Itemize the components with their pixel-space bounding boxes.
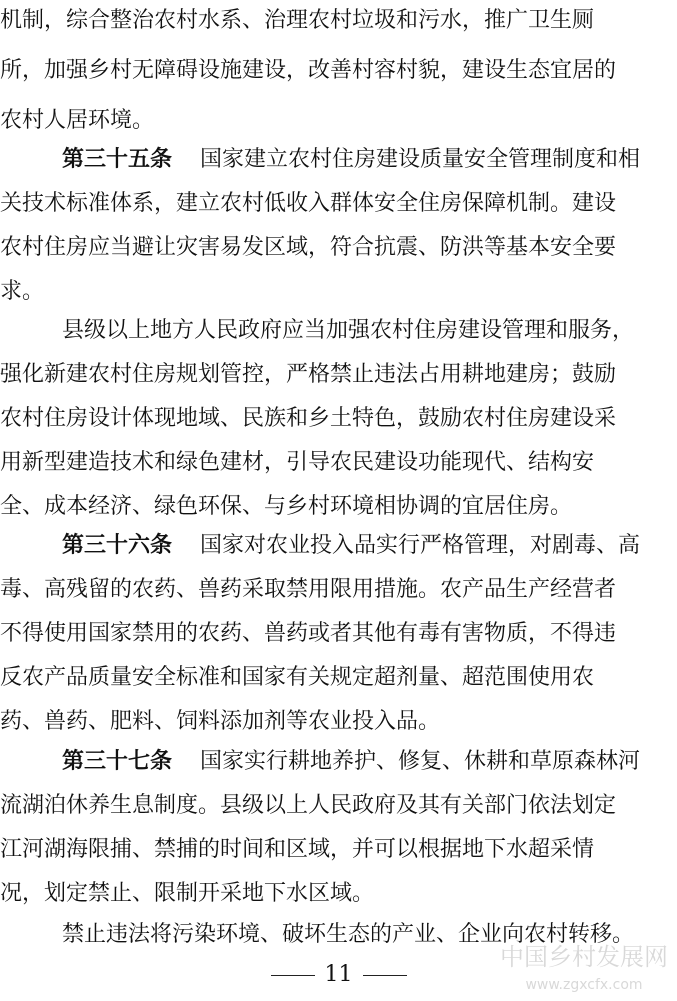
article-35-heading-line (62, 140, 677, 180)
text-line: 农村住房应当避让灾害易发区域，符合抗震、防洪等基本安全要 (0, 235, 617, 260)
text-line: 江河湖海限捕、禁捕的时间和区域，并可以根据地下水超采情 (0, 837, 595, 862)
text-line: 禁止违法将污染环境、破坏生态的产业、企业向农村转移。 (62, 922, 635, 947)
text-line: 反农产品质量安全标准和国家有关规定超剂量、超范围使用农 (0, 665, 595, 690)
text-line: 不得使用国家禁用的农药、兽药或者其他有毒有害物质，不得违 (0, 621, 617, 646)
article-35-number: 第三十五条 (62, 147, 173, 172)
article-35-text: 国家建立农村住房建设质量安全管理制度和相 (200, 147, 641, 172)
text-line: 农村住房设计体现地域、民族和乡土特色，鼓励农村住房建设采 (0, 406, 617, 431)
text-line: 毒、高残留的农药、兽药采取禁用限用措施。农产品生产经营者 (0, 577, 617, 602)
footer-dash-left (271, 975, 315, 976)
text-line: 强化新建农村住房规划管控，严格禁止违法占用耕地建房；鼓励 (0, 362, 617, 387)
article-36-number: 第三十六条 (62, 533, 173, 558)
article-36-text: 国家对农业投入品实行严格管理，对剧毒、高 (200, 533, 641, 558)
text-line: 药、兽药、肥料、饲料添加剂等农业投入品。 (0, 709, 441, 734)
text-line: 所，加强乡村无障碍设施建设，改善村容村貌，建设生态宜居的 (0, 58, 617, 83)
article-37-text: 国家实行耕地养护、修复、休耕和草原森林河 (200, 749, 641, 774)
article-37-number: 第三十七条 (62, 749, 173, 774)
article-37-heading-line (62, 742, 677, 782)
text-line: 农村人居环境。 (0, 108, 155, 133)
text-line: 机制，综合整治农村水系、治理农村垃圾和污水，推广卫生厕 (0, 8, 595, 33)
page-number: 11 (324, 962, 353, 987)
watermark-logo (499, 937, 669, 997)
text-line: 县级以上地方人民政府应当加强农村住房建设管理和服务， (62, 318, 635, 343)
text-line: 流湖泊休养生息制度。县级以上人民政府及其有关部门依法划定 (0, 793, 617, 818)
watermark-title: 中国乡村发展网 (500, 943, 668, 971)
text-line: 求。 (0, 279, 45, 304)
text-line: 关技术标准体系，建立农村低收入群体安全住房保障机制。建设 (0, 191, 617, 216)
text-line: 况，划定禁止、限制开采地下水区域。 (0, 881, 375, 906)
text-line: 全、成本经济、绿色环保、与乡村环境相协调的宜居住房。 (0, 494, 573, 519)
watermark-url: www.zgxcfx.com (525, 977, 643, 993)
article-36-heading-line (62, 526, 677, 566)
text-line: 用新型建造技术和绿色建材，引导农民建设功能现代、结构安 (0, 450, 595, 475)
footer-dash-right (363, 975, 407, 976)
